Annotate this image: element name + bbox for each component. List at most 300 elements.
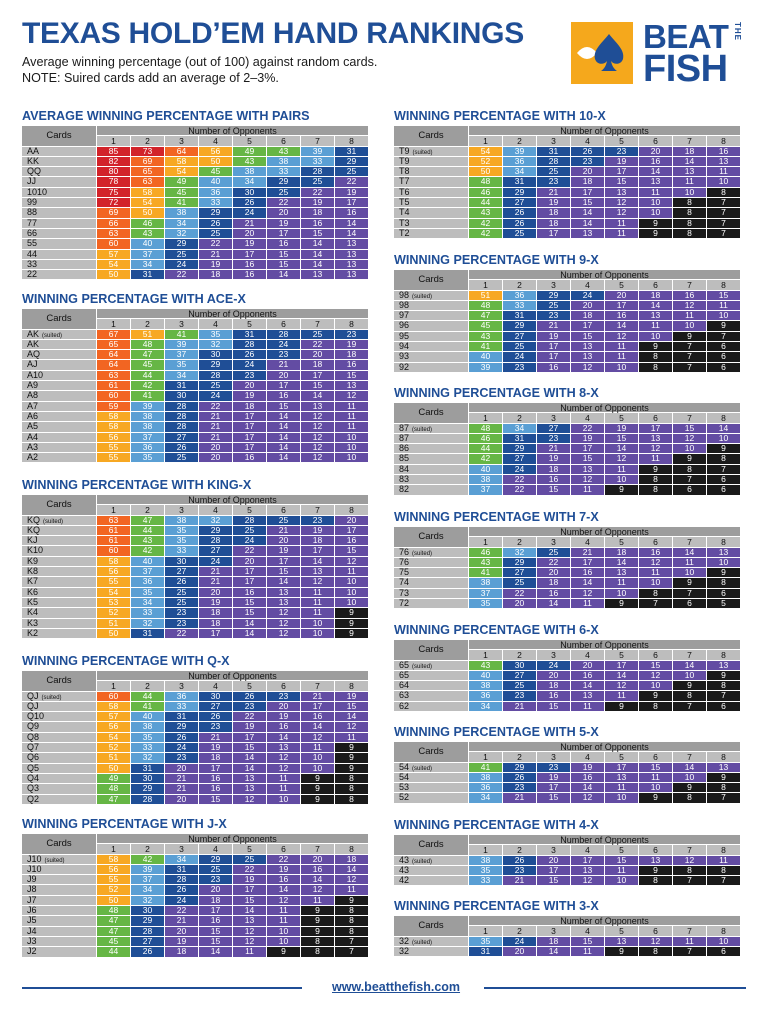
opponent-count-header: 7 (673, 926, 706, 935)
win-percentage-cell: 11 (605, 229, 638, 238)
win-percentage-cell: 17 (537, 866, 570, 875)
win-percentage-cell: 30 (131, 906, 164, 915)
win-percentage-cell: 17 (233, 422, 266, 431)
win-percentage-cell: 22 (267, 198, 300, 207)
win-percentage-cell: 10 (335, 577, 368, 586)
win-percentage-cell: 75 (97, 188, 130, 197)
win-percentage-cell: 64 (165, 147, 198, 156)
win-percentage-cell: 10 (639, 681, 672, 690)
win-percentage-cell: 12 (673, 434, 706, 443)
hand-name: 54 (399, 772, 410, 782)
win-percentage-cell: 9 (707, 773, 740, 782)
win-percentage-cell: 25 (199, 229, 232, 238)
hand-label (394, 773, 468, 782)
win-percentage-cell: 19 (165, 937, 198, 946)
win-percentage-cell: 17 (233, 433, 266, 442)
opponent-count-header: 1 (97, 844, 130, 853)
win-percentage-cell: 6 (707, 363, 740, 372)
win-percentage-cell: 58 (131, 188, 164, 197)
hand-label (22, 167, 96, 176)
win-percentage-cell: 19 (537, 198, 570, 207)
win-percentage-cell: 19 (233, 722, 266, 731)
win-percentage-cell: 32 (131, 753, 164, 762)
win-percentage-cell: 21 (199, 577, 232, 586)
hand-name: K9 (27, 556, 39, 566)
win-percentage-cell: 15 (267, 250, 300, 259)
win-percentage-cell: 11 (301, 896, 334, 905)
win-percentage-cell: 25 (503, 681, 536, 690)
win-percentage-cell: 13 (571, 342, 604, 351)
win-percentage-cell: 14 (639, 301, 672, 310)
win-percentage-cell: 32 (199, 516, 232, 525)
opponent-count-header: 3 (165, 681, 198, 690)
opponent-count-header: 7 (673, 413, 706, 422)
opponent-count-header: 5 (605, 752, 638, 761)
win-percentage-cell: 15 (233, 608, 266, 617)
win-percentage-cell: 9 (605, 599, 638, 608)
win-percentage-cell: 33 (267, 167, 300, 176)
win-percentage-cell: 13 (335, 381, 368, 390)
hand-name: J10 (27, 864, 42, 874)
win-percentage-cell: 18 (233, 402, 266, 411)
win-percentage-cell: 45 (97, 937, 130, 946)
hand-label (394, 291, 468, 300)
win-percentage-cell: 35 (165, 536, 198, 545)
win-percentage-cell: 29 (267, 177, 300, 186)
hand-name: AQ (27, 350, 41, 360)
win-percentage-cell: 37 (131, 875, 164, 884)
win-percentage-cell: 19 (537, 332, 570, 341)
win-percentage-cell: 16 (233, 453, 266, 462)
win-percentage-cell: 14 (673, 548, 706, 557)
win-percentage-cell: 8 (673, 866, 706, 875)
cards-header: Cards (394, 640, 468, 660)
win-percentage-cell: 25 (335, 167, 368, 176)
win-percentage-cell: 14 (673, 157, 706, 166)
win-percentage-cell: 16 (301, 865, 334, 874)
hand-label (394, 198, 468, 207)
win-percentage-cell: 34 (503, 167, 536, 176)
win-percentage-cell: 58 (97, 702, 130, 711)
hand-label (394, 856, 468, 865)
win-percentage-cell: 11 (605, 219, 638, 228)
win-percentage-cell: 16 (199, 784, 232, 793)
win-percentage-cell: 54 (131, 198, 164, 207)
win-percentage-cell: 14 (267, 270, 300, 279)
win-percentage-cell: 38 (131, 412, 164, 421)
win-percentage-cell: 12 (571, 363, 604, 372)
win-percentage-cell: 54 (97, 588, 130, 597)
opponent-count-header: 2 (131, 136, 164, 145)
win-percentage-cell: 39 (301, 147, 334, 156)
win-percentage-cell: 24 (233, 360, 266, 369)
win-percentage-cell: 25 (301, 330, 334, 339)
win-percentage-cell: 15 (267, 567, 300, 576)
hand-label (394, 485, 468, 494)
hand-name: Q3 (27, 784, 40, 794)
win-percentage-cell: 24 (571, 291, 604, 300)
opponent-count-header: 1 (469, 136, 502, 145)
win-percentage-cell: 48 (469, 177, 502, 186)
win-percentage-cell: 15 (605, 177, 638, 186)
win-percentage-cell: 20 (267, 702, 300, 711)
win-percentage-cell: 52 (97, 885, 130, 894)
win-percentage-cell: 16 (537, 589, 570, 598)
win-percentage-cell: 18 (673, 147, 706, 156)
win-percentage-cell: 10 (639, 198, 672, 207)
suited-label: (suited) (412, 293, 433, 300)
win-percentage-cell: 10 (673, 671, 706, 680)
opponent-count-header: 8 (707, 650, 740, 659)
win-percentage-cell: 27 (537, 424, 570, 433)
win-percentage-cell: 22 (571, 424, 604, 433)
opponent-count-header: 2 (503, 537, 536, 546)
hand-label (394, 475, 468, 484)
opponent-count-header: 3 (165, 505, 198, 514)
hand-name: J3 (27, 936, 37, 946)
hand-name: KJ (27, 536, 38, 546)
hand-name: T3 (399, 218, 410, 228)
win-percentage-cell: 6 (707, 485, 740, 494)
win-percentage-cell: 29 (199, 360, 232, 369)
table-title: WINNING PERCENTAGE WITH 10-X (394, 109, 606, 123)
opponent-count-header: 5 (233, 844, 266, 853)
win-percentage-cell: 23 (165, 753, 198, 762)
win-percentage-cell: 9 (673, 681, 706, 690)
hand-label (22, 371, 96, 380)
hand-name: A6 (27, 411, 39, 421)
win-percentage-cell: 56 (97, 433, 130, 442)
hand-name: 65 (399, 660, 410, 670)
win-percentage-cell: 16 (537, 363, 570, 372)
hand-name: A9 (27, 381, 39, 391)
hand-label (22, 412, 96, 421)
win-percentage-cell: 14 (301, 557, 334, 566)
win-percentage-cell: 6 (707, 702, 740, 711)
win-percentage-cell: 48 (469, 424, 502, 433)
hand-label (22, 270, 96, 279)
opponent-count-header: 6 (639, 136, 672, 145)
win-percentage-cell: 17 (233, 443, 266, 452)
win-percentage-cell: 13 (639, 856, 672, 865)
hand-label (22, 885, 96, 894)
win-percentage-cell: 31 (165, 865, 198, 874)
win-percentage-cell: 31 (165, 712, 198, 721)
win-percentage-cell: 9 (639, 219, 672, 228)
win-percentage-cell: 15 (571, 937, 604, 946)
hand-label (22, 774, 96, 783)
win-percentage-cell: 19 (605, 424, 638, 433)
opponent-count-header: 8 (335, 681, 368, 690)
win-percentage-cell: 14 (605, 321, 638, 330)
win-percentage-cell: 23 (165, 619, 198, 628)
win-percentage-cell: 33 (301, 157, 334, 166)
win-percentage-cell: 14 (267, 422, 300, 431)
win-percentage-cell: 13 (707, 548, 740, 557)
opponent-count-header: 7 (301, 136, 334, 145)
win-percentage-cell: 27 (503, 198, 536, 207)
win-percentage-cell: 15 (605, 434, 638, 443)
win-percentage-cell: 33 (131, 608, 164, 617)
hand-name: 97 (399, 311, 410, 321)
win-percentage-cell: 9 (335, 629, 368, 638)
win-percentage-cell: 7 (639, 599, 672, 608)
win-percentage-cell: 69 (97, 208, 130, 217)
win-percentage-cell: 12 (301, 412, 334, 421)
win-percentage-cell: 28 (165, 402, 198, 411)
win-percentage-cell: 43 (469, 558, 502, 567)
win-percentage-cell: 20 (537, 671, 570, 680)
win-percentage-cell: 14 (673, 661, 706, 670)
hand-label (22, 330, 96, 339)
hand-label (394, 147, 468, 156)
hand-label (394, 219, 468, 228)
hand-name: J9 (27, 875, 37, 885)
win-percentage-cell: 55 (97, 443, 130, 452)
win-percentage-cell: 19 (537, 454, 570, 463)
win-percentage-cell: 31 (131, 629, 164, 638)
win-percentage-cell: 11 (571, 702, 604, 711)
win-percentage-cell: 78 (97, 177, 130, 186)
win-percentage-cell: 6 (707, 589, 740, 598)
win-percentage-cell: 12 (267, 608, 300, 617)
hand-label (22, 360, 96, 369)
hand-label (22, 443, 96, 452)
win-percentage-cell: 14 (301, 239, 334, 248)
win-percentage-cell: 23 (537, 177, 570, 186)
win-percentage-cell: 20 (503, 947, 536, 956)
win-percentage-cell: 7 (707, 691, 740, 700)
suited-label: (suited) (44, 857, 65, 864)
opponent-count-header: 2 (503, 752, 536, 761)
win-percentage-cell: 19 (233, 391, 266, 400)
win-percentage-cell: 56 (199, 147, 232, 156)
hand-label (22, 198, 96, 207)
hand-label (22, 629, 96, 638)
win-percentage-cell: 15 (335, 702, 368, 711)
win-percentage-cell: 29 (131, 784, 164, 793)
win-percentage-cell: 26 (165, 885, 198, 894)
win-percentage-cell: 15 (571, 454, 604, 463)
opponent-count-header: 2 (131, 319, 164, 328)
win-percentage-cell: 18 (199, 608, 232, 617)
win-percentage-cell: 20 (301, 350, 334, 359)
hand-label (394, 444, 468, 453)
win-percentage-cell: 11 (301, 588, 334, 597)
win-percentage-cell: 38 (267, 157, 300, 166)
opponent-count-header: 7 (673, 537, 706, 546)
win-percentage-cell: 8 (673, 198, 706, 207)
win-percentage-cell: 23 (503, 866, 536, 875)
win-percentage-cell: 25 (503, 342, 536, 351)
win-percentage-cell: 10 (335, 598, 368, 607)
hand-name: K6 (27, 587, 39, 597)
win-percentage-cell: 56 (97, 865, 130, 874)
hand-label (394, 352, 468, 361)
win-percentage-cell: 80 (97, 167, 130, 176)
hand-label (22, 855, 96, 864)
win-percentage-cell: 20 (537, 568, 570, 577)
hand-name: 98 (399, 290, 410, 300)
opponent-count-header: 6 (639, 413, 672, 422)
win-percentage-cell: 15 (639, 661, 672, 670)
win-percentage-cell: 39 (165, 340, 198, 349)
win-percentage-cell: 7 (707, 876, 740, 885)
win-percentage-cell: 50 (97, 270, 130, 279)
hand-name: T9 (399, 156, 410, 166)
hand-name: 83 (399, 475, 410, 485)
win-percentage-cell: 25 (165, 598, 198, 607)
hand-label (22, 937, 96, 946)
opponent-count-header: 2 (503, 136, 536, 145)
win-percentage-cell: 18 (335, 855, 368, 864)
suited-label: (suited) (412, 426, 433, 433)
opponent-count-header: 8 (707, 280, 740, 289)
win-percentage-cell: 11 (639, 454, 672, 463)
win-percentage-cell: 8 (707, 681, 740, 690)
hand-name: AK (27, 329, 40, 339)
win-percentage-cell: 21 (503, 793, 536, 802)
win-percentage-cell: 35 (131, 453, 164, 462)
win-percentage-cell: 13 (707, 661, 740, 670)
win-percentage-cell: 11 (673, 937, 706, 946)
hand-name: T2 (399, 228, 410, 238)
opponents-header: Number of Opponents (97, 834, 368, 843)
hand-name: K5 (27, 597, 39, 607)
win-percentage-cell: 14 (639, 167, 672, 176)
win-percentage-cell: 10 (639, 783, 672, 792)
opponent-count-header: 8 (707, 845, 740, 854)
win-percentage-cell: 20 (233, 229, 266, 238)
win-percentage-cell: 13 (639, 177, 672, 186)
win-percentage-cell: 17 (639, 424, 672, 433)
win-percentage-cell: 22 (199, 239, 232, 248)
win-percentage-cell: 19 (199, 260, 232, 269)
win-percentage-cell: 38 (131, 422, 164, 431)
win-percentage-cell: 14 (571, 681, 604, 690)
win-percentage-cell: 42 (469, 229, 502, 238)
win-percentage-cell: 29 (335, 157, 368, 166)
opponent-count-header: 6 (639, 752, 672, 761)
hand-label (394, 947, 468, 956)
win-percentage-cell: 12 (639, 937, 672, 946)
website-link[interactable]: www.beatthefish.com (332, 980, 461, 994)
win-percentage-cell: 11 (301, 743, 334, 752)
opponent-count-header: 4 (199, 505, 232, 514)
win-percentage-cell: 18 (165, 947, 198, 956)
win-percentage-cell: 33 (165, 702, 198, 711)
win-percentage-cell: 23 (335, 330, 368, 339)
win-percentage-cell: 12 (301, 453, 334, 462)
win-percentage-cell: 19 (301, 526, 334, 535)
hand-label (22, 340, 96, 349)
win-percentage-cell: 54 (97, 260, 130, 269)
opponent-count-header: 5 (605, 136, 638, 145)
opponent-count-header: 5 (605, 413, 638, 422)
hand-name: KQ (27, 515, 41, 525)
opponent-count-header: 4 (199, 844, 232, 853)
win-percentage-cell: 7 (707, 793, 740, 802)
hand-label (394, 681, 468, 690)
win-percentage-cell: 26 (503, 856, 536, 865)
win-percentage-cell: 9 (707, 671, 740, 680)
hand-label (22, 598, 96, 607)
win-percentage-cell: 54 (469, 147, 502, 156)
win-percentage-cell: 61 (97, 526, 130, 535)
win-percentage-cell: 8 (639, 475, 672, 484)
win-percentage-cell: 17 (571, 558, 604, 567)
win-percentage-cell: 17 (537, 352, 570, 361)
win-percentage-cell: 17 (267, 557, 300, 566)
win-percentage-cell: 50 (199, 157, 232, 166)
hand-name: JJ (27, 177, 36, 187)
win-percentage-cell: 20 (165, 795, 198, 804)
win-percentage-cell: 42 (469, 219, 502, 228)
win-percentage-cell: 14 (707, 424, 740, 433)
win-percentage-cell: 17 (605, 763, 638, 772)
hand-name: 43 (399, 865, 410, 875)
win-percentage-cell: 22 (199, 402, 232, 411)
win-percentage-cell: 46 (131, 219, 164, 228)
win-percentage-cell: 8 (301, 947, 334, 956)
hand-name: KQ (27, 525, 41, 535)
win-percentage-cell: 15 (707, 291, 740, 300)
opponents-header: Number of Opponents (469, 640, 740, 649)
hand-name: Q10 (27, 712, 45, 722)
win-percentage-cell: 9 (707, 444, 740, 453)
hand-name: 44 (27, 249, 38, 259)
win-percentage-cell: 13 (639, 434, 672, 443)
hand-label (394, 866, 468, 875)
table-grid (394, 527, 740, 608)
win-percentage-cell: 38 (165, 208, 198, 217)
win-percentage-cell: 10 (335, 443, 368, 452)
win-percentage-cell: 16 (301, 712, 334, 721)
win-percentage-cell: 29 (131, 916, 164, 925)
win-percentage-cell: 8 (639, 352, 672, 361)
suited-label: (suited) (412, 858, 433, 865)
win-percentage-cell: 34 (233, 177, 266, 186)
suited-label: (suited) (43, 518, 64, 525)
win-percentage-cell: 33 (469, 876, 502, 885)
cards-header: Cards (394, 126, 468, 146)
win-percentage-cell: 22 (165, 906, 198, 915)
win-percentage-cell: 12 (233, 927, 266, 936)
win-percentage-cell: 25 (267, 516, 300, 525)
win-percentage-cell: 20 (605, 291, 638, 300)
hand-label (394, 599, 468, 608)
win-percentage-cell: 19 (571, 434, 604, 443)
win-percentage-cell: 29 (503, 558, 536, 567)
win-percentage-cell: 36 (165, 692, 198, 701)
win-percentage-cell: 22 (503, 589, 536, 598)
opponent-count-header: 8 (707, 136, 740, 145)
win-percentage-cell: 11 (571, 599, 604, 608)
hand-label (394, 465, 468, 474)
win-percentage-cell: 9 (335, 608, 368, 617)
win-percentage-cell: 61 (97, 536, 130, 545)
win-percentage-cell: 13 (301, 270, 334, 279)
cards-header: Cards (394, 403, 468, 423)
win-percentage-cell: 12 (233, 795, 266, 804)
win-percentage-cell: 11 (605, 465, 638, 474)
opponent-count-header: 5 (233, 136, 266, 145)
hand-name: 42 (399, 876, 410, 886)
opponent-count-header: 5 (605, 926, 638, 935)
win-percentage-cell: 24 (165, 896, 198, 905)
win-percentage-cell: 8 (639, 947, 672, 956)
win-percentage-cell: 33 (131, 743, 164, 752)
